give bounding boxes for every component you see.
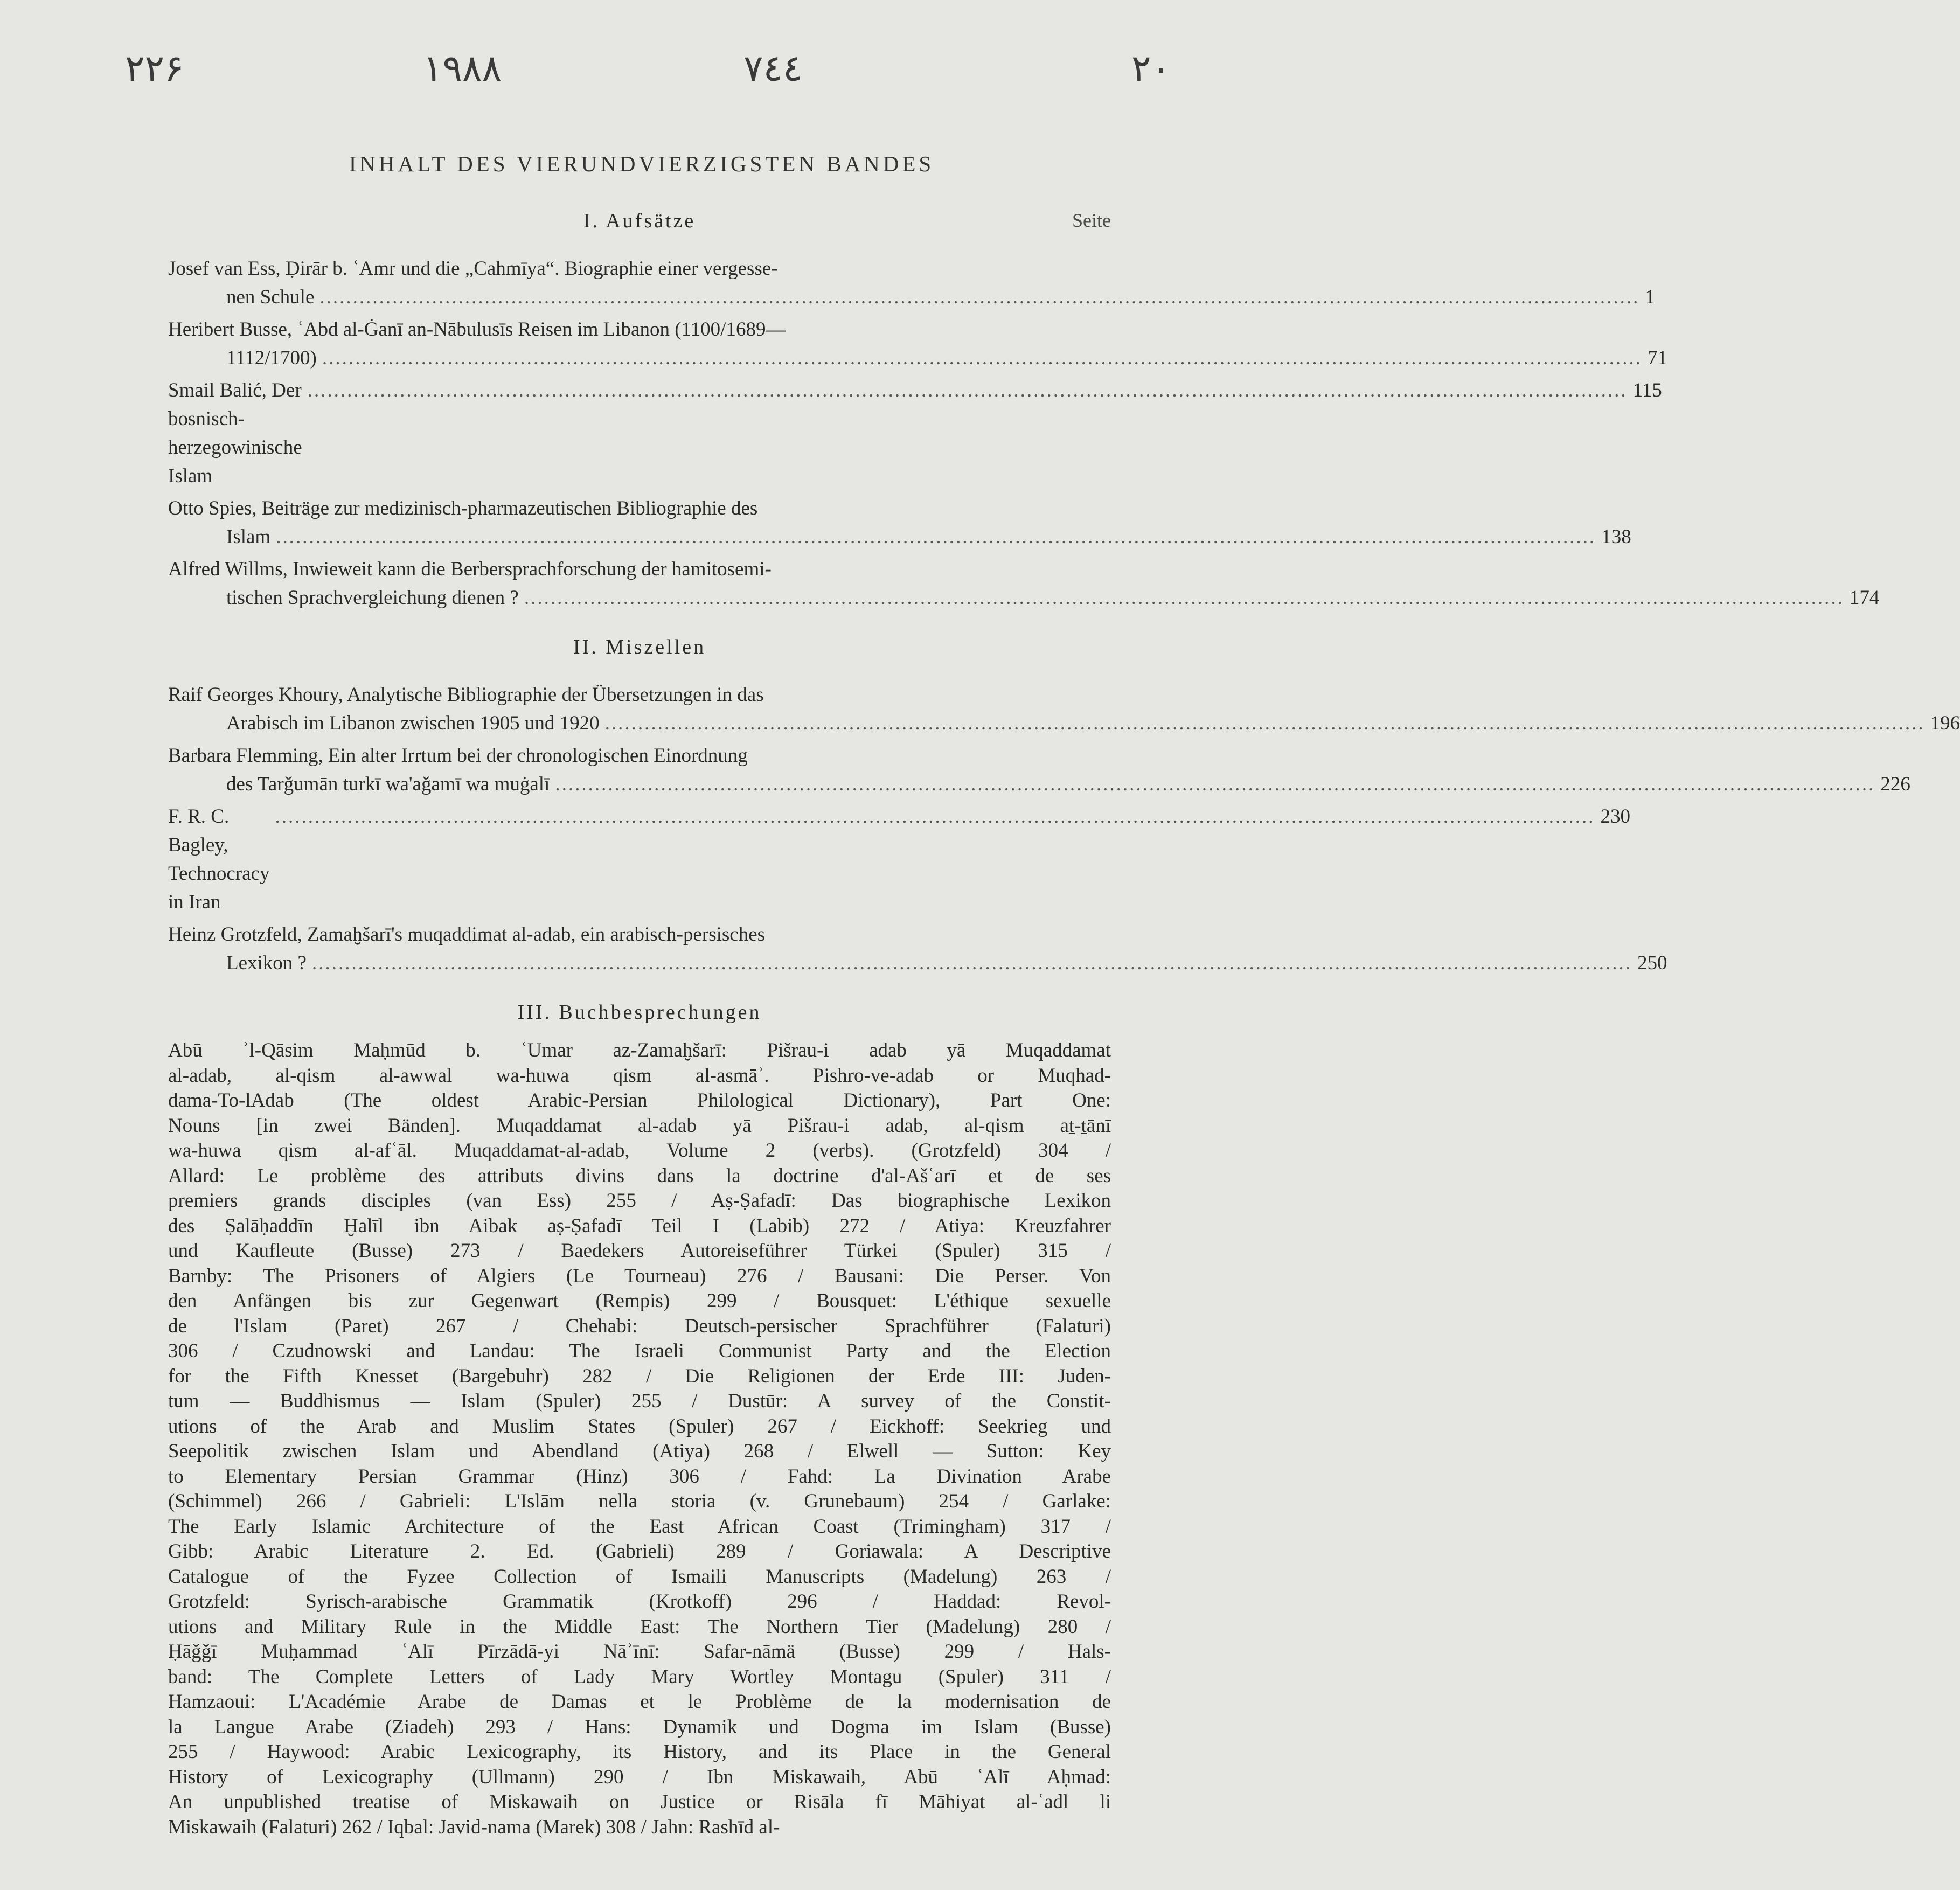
review-line: premiers grands disciples (van Ess) 255 / Aṣ-Ṣafadī: Das biographische Lexikon: [168, 1190, 1111, 1212]
entry-title-continued: tischen Sprachvergleichung dienen ?: [226, 587, 519, 609]
section-heading: [168, 635, 1111, 665]
page-number: 226: [1880, 773, 1910, 795]
entry-title: Smail Balić, Der bosnisch-herzegowinische Islam: [168, 379, 302, 487]
leader-dots: ........................................................................................................................................................................................................: [275, 805, 1595, 828]
entry-title: Josef van Ess, Ḍirār b. ʿAmr und die „Cahmīya“. Biographie einer vergesse-: [168, 258, 778, 280]
review-line: to Elementary Persian Grammar (Hinz) 306 / Fahd: La Divination Arabe: [168, 1465, 1111, 1488]
entry-title: Heinz Grotzfeld, Zamaḫšarī's muqaddimat al-adab, ein arabisch-persisches: [168, 923, 766, 946]
review-line: The Early Islamic Architecture of the East African Coast (Trimingham) 317 /: [168, 1515, 1111, 1538]
book-reviews-list: [168, 1038, 1111, 1840]
entry-title-continued: des Tarǧumān turkī wa'aǧamī wa muġalī: [226, 773, 550, 795]
handwritten-note-3: ٧٤٤: [743, 47, 803, 90]
review-line: Hamzaoui: L'Académie Arabe de Damas et le Problème de la modernisation de: [168, 1691, 1111, 1713]
page-number: 174: [1849, 587, 1880, 609]
section-title: II. Miszellen: [573, 636, 706, 658]
review-line: band: The Complete Letters of Lady Mary Wortley Montagu (Spuler) 311 /: [168, 1665, 1111, 1688]
review-line: des Ṣalāḥaddīn Ḫalīl ibn Aibak aṣ-Ṣafadī Teil I (Labib) 272 / Atiya: Kreuzfahrer: [168, 1214, 1111, 1237]
entry-title: F. R. C. Bagley, Technocracy in Iran: [168, 805, 270, 913]
leader-dots: ........................................................................................................................................................................................................: [524, 587, 1844, 609]
review-line: Barnby: The Prisoners of Algiers (Le Tourneau) 276 / Bausani: Die Perser. Von: [168, 1264, 1111, 1287]
page-number: 71: [1647, 347, 1667, 369]
handwritten-note-4: ٢٠: [1131, 47, 1171, 90]
leader-dots: ........................................................................................................................................................................................................: [307, 379, 1628, 401]
page-column-label: Seite: [1072, 210, 1111, 231]
volume-title: INHALT DES VIERUNDVIERZIGSTEN BANDES: [349, 151, 935, 176]
page-number: 230: [1600, 805, 1630, 828]
review-line: Abū ʾl-Qāsim Maḥmūd b. ʿUmar az-Zamaḫšarī: Pišrau-i adab yā Muqaddamat: [168, 1039, 1111, 1061]
review-line: Gibb: Arabic Literature 2. Ed. (Gabrieli) 289 / Goriawala: A Descriptive: [168, 1540, 1111, 1562]
entry-line: [168, 344, 1667, 372]
review-line: dama-To-lAdab (The oldest Arabic-Persian Philological Dictionary), Part One:: [168, 1089, 1111, 1111]
review-line: Seepolitik zwischen Islam und Abendland (Atiya) 268 / Elwell — Sutton: Key: [168, 1440, 1111, 1462]
entry-line: [168, 583, 1880, 612]
entry-title-continued: Islam: [226, 526, 271, 548]
entry-line: [168, 709, 1960, 738]
review-line: Miskawaih (Falaturi) 262 / Iqbal: Javid-nama (Marek) 308 / Jahn: Rashīd al-: [168, 1816, 780, 1838]
leader-dots: ........................................................................................................................................................................................................: [276, 526, 1596, 548]
entry-line: [168, 523, 1631, 551]
section-title: I. Aufsätze: [583, 210, 696, 232]
review-line: 306 / Czudnowski and Landau: The Israeli Communist Party and the Election: [168, 1340, 1111, 1362]
review-line: de l'Islam (Paret) 267 / Chehabi: Deutsch-persischer Sprachführer (Falaturi): [168, 1315, 1111, 1337]
leader-dots: ........................................................................................................................................................................................................: [311, 952, 1632, 974]
entry-line: [168, 283, 1655, 311]
review-line: utions and Military Rule in the Middle East: The Northern Tier (Madelung) 280 /: [168, 1615, 1111, 1638]
handwritten-note-2: ١٩٨٨: [423, 47, 502, 90]
review-line: den Anfängen bis zur Gegenwart (Rempis) 299 / Bousquet: L'éthique sexuelle: [168, 1290, 1111, 1312]
entry-title: Alfred Willms, Inwieweit kann die Berbersprachforschung der hamitosemi-: [168, 558, 772, 580]
page-number: 1: [1645, 286, 1655, 308]
review-line: Grotzfeld: Syrisch-arabische Grammatik (Krotkoff) 296 / Haddad: Revol-: [168, 1590, 1111, 1613]
section-entries: [168, 680, 1960, 977]
page-number: 196: [1930, 712, 1960, 734]
entry-title-continued: 1112/1700): [226, 347, 317, 369]
entry-title-continued: Arabisch im Libanon zwischen 1905 und 1920: [226, 712, 600, 734]
review-line: und Kaufleute (Busse) 273 / Baedekers Autoreiseführer Türkei (Spuler) 315 /: [168, 1240, 1111, 1262]
toc-entry: [168, 555, 1880, 612]
entry-title-continued: nen Schule: [226, 286, 315, 308]
review-line: la Langue Arabe (Ziadeh) 293 / Hans: Dynamik und Dogma im Islam (Busse): [168, 1715, 1111, 1738]
leader-dots: ........................................................................................................................................................................................................: [322, 347, 1642, 369]
entry-title: Heribert Busse, ʿAbd al-Ġanī an-Nābulusīs Reisen im Libanon (1100/1689—: [168, 318, 786, 341]
review-line: wa-huwa qism al-afʿāl. Muqaddamat-al-adab, Volume 2 (verbs). (Grotzfeld) 304 /: [168, 1139, 1111, 1162]
review-line: al-adab, al-qism al-awwal wa-huwa qism al-asmāʾ. Pishro-ve-adab or Muqhad-: [168, 1064, 1111, 1087]
entry-line: [168, 949, 1667, 977]
section-heading: [168, 1000, 1111, 1031]
toc-entry: [168, 802, 1630, 916]
page-number: 138: [1601, 526, 1631, 548]
page-number: 250: [1637, 952, 1667, 974]
entry-line: [168, 376, 1662, 490]
entry-title-continued: Lexikon ?: [226, 952, 307, 974]
entry-line: [168, 802, 1630, 916]
review-line: tum — Buddhismus — Islam (Spuler) 255 / Dustūr: A survey of the Constit-: [168, 1390, 1111, 1412]
review-line: An unpublished treatise of Miskawaih on Justice or Risāla fī Māhiyat al-ʿadl li: [168, 1791, 1111, 1813]
entry-title: Otto Spies, Beiträge zur medizinisch-pharmazeutischen Bibliographie des: [168, 497, 758, 519]
entry-title: Raif Georges Khoury, Analytische Bibliographie der Übersetzungen in das: [168, 684, 764, 706]
review-line: for the Fifth Knesset (Bargebuhr) 282 / Die Religionen der Erde III: Juden-: [168, 1365, 1111, 1387]
review-line: Allard: Le problème des attributs divins dans la doctrine d'al-Ašʿarī et de ses: [168, 1164, 1111, 1187]
page-number: 115: [1632, 379, 1662, 401]
table-of-contents: [168, 151, 1960, 1840]
review-line: utions of the Arab and Muslim States (Spuler) 267 / Eickhoff: Seekrieg und: [168, 1415, 1111, 1437]
review-line: Ḥāǧǧī Muḥammad ʿAlī Pīrzādā-yi Nāʾīnī: Safar-nāmä (Busse) 299 / Hals-: [168, 1641, 1111, 1663]
review-line: (Schimmel) 266 / Gabrieli: L'Islām nella storia (v. Grunebaum) 254 / Garlake:: [168, 1490, 1111, 1512]
leader-dots: ........................................................................................................................................................................................................: [604, 712, 1925, 734]
toc-entry: [168, 315, 1667, 372]
section-title: III. Buchbesprechungen: [517, 1001, 762, 1024]
toc-entry: [168, 741, 1910, 798]
entry-title: Barbara Flemming, Ein alter Irrtum bei der chronologischen Einordnung: [168, 745, 748, 767]
section-entries: [168, 254, 1880, 612]
review-line: 255 / Haywood: Arabic Lexicography, its History, and its Place in the General: [168, 1741, 1111, 1763]
review-line: Nouns [in zwei Bänden]. Muqaddamat al-adab yā Pišrau-i adab, al-qism aṯ-ṯānī: [168, 1114, 1111, 1137]
section-heading: [168, 209, 1111, 239]
toc-entry: [168, 254, 1655, 311]
leader-dots: ........................................................................................................................................................................................................: [555, 773, 1875, 795]
review-line: Catalogue of the Fyzee Collection of Ismaili Manuscripts (Madelung) 263 /: [168, 1565, 1111, 1588]
toc-entry: [168, 494, 1631, 551]
toc-entry: [168, 376, 1662, 490]
entry-line: [168, 770, 1910, 798]
toc-entry: [168, 920, 1667, 977]
leader-dots: ........................................................................................................................................................................................................: [319, 286, 1640, 308]
toc-entry: [168, 680, 1960, 738]
review-line: History of Lexicography (Ullmann) 290 / Ibn Miskawaih, Abū ʿAlī Aḥmad:: [168, 1766, 1111, 1788]
handwritten-note-1: ٢٢۶: [125, 47, 184, 90]
